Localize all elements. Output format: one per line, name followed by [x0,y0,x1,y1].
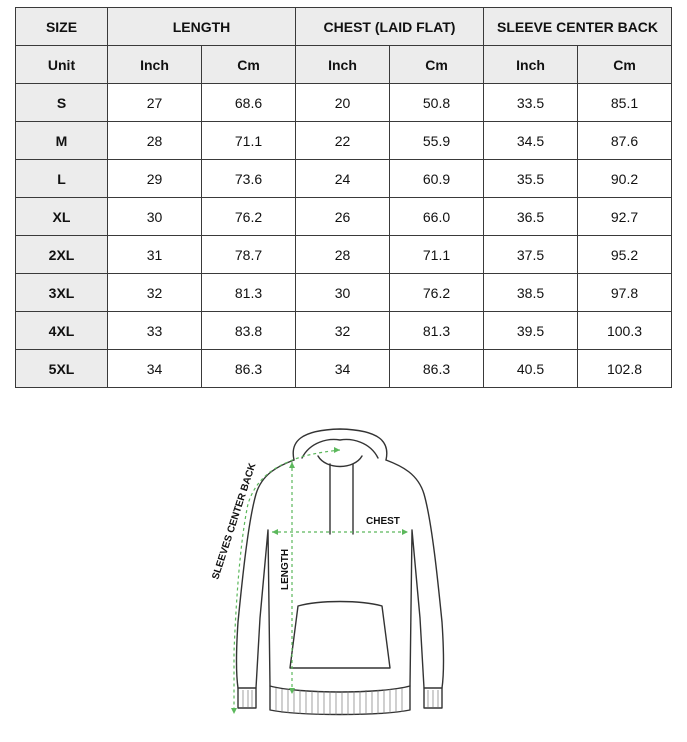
table-cell: 86.3 [202,350,296,388]
table-cell: 60.9 [390,160,484,198]
sleeve-arrow-bottom-icon [231,708,237,714]
table-cell: 90.2 [578,160,672,198]
table-cell: 30 [108,198,202,236]
table-row [16,236,672,274]
size-cell: L [16,160,108,198]
table-cell: 20 [296,84,390,122]
table-row [16,84,672,122]
header-length: LENGTH [108,8,296,46]
header-chest: CHEST (LAID FLAT) [296,8,484,46]
subheader-sleeve-inch: Inch [484,46,578,84]
size-cell: 4XL [16,312,108,350]
hoodie-outline [237,429,444,715]
table-cell: 95.2 [578,236,672,274]
size-cell: XL [16,198,108,236]
size-cell: 5XL [16,350,108,388]
table-row [16,160,672,198]
table-cell: 87.6 [578,122,672,160]
table-cell: 35.5 [484,160,578,198]
front-pocket [290,602,390,669]
table-unit-row [16,46,672,84]
table-cell: 92.7 [578,198,672,236]
sleeve-label: SLEEVES CENTER BACK [210,461,259,581]
table-cell: 55.9 [390,122,484,160]
body-outline [237,460,444,692]
table-cell: 34.5 [484,122,578,160]
table-cell: 22 [296,122,390,160]
table-cell: 29 [108,160,202,198]
measurement-arrowheads [231,447,408,714]
size-cell: 2XL [16,236,108,274]
size-chart-table [15,7,672,388]
hood-inner [302,440,378,458]
table-cell: 100.3 [578,312,672,350]
table-cell: 36.5 [484,198,578,236]
table-cell: 76.2 [390,274,484,312]
subheader-sleeve-cm: Cm [578,46,672,84]
table-cell: 83.8 [202,312,296,350]
table-row [16,350,672,388]
table-cell: 39.5 [484,312,578,350]
size-cell: S [16,84,108,122]
table-cell: 33 [108,312,202,350]
header-size: SIZE [16,8,108,46]
table-cell: 71.1 [202,122,296,160]
table-cell: 86.3 [390,350,484,388]
table-cell: 50.8 [390,84,484,122]
table-cell: 81.3 [202,274,296,312]
chest-arrow-right-icon [402,529,408,535]
subheader-chest-inch: Inch [296,46,390,84]
table-cell: 27 [108,84,202,122]
table-cell: 30 [296,274,390,312]
table-cell: 38.5 [484,274,578,312]
hood-outline [293,429,387,460]
table-cell: 81.3 [390,312,484,350]
table-row [16,312,672,350]
table-header-row [16,8,672,46]
subheader-chest-cm: Cm [390,46,484,84]
chest-arrow-left-icon [272,529,278,535]
neck-opening [318,456,362,467]
length-label: LENGTH [280,548,291,590]
left-cuff [238,688,256,708]
table-row [16,122,672,160]
table-cell: 26 [296,198,390,236]
table-cell: 68.6 [202,84,296,122]
table-cell: 28 [108,122,202,160]
table-cell: 40.5 [484,350,578,388]
hoodie-measurement-diagram [190,412,490,732]
table-cell: 24 [296,160,390,198]
table-cell: 85.1 [578,84,672,122]
table-cell: 34 [296,350,390,388]
subheader-length-cm: Cm [202,46,296,84]
subheader-length-inch: Inch [108,46,202,84]
table-cell: 32 [296,312,390,350]
table-cell: 32 [108,274,202,312]
table-cell: 97.8 [578,274,672,312]
table-cell: 66.0 [390,198,484,236]
table-cell: 31 [108,236,202,274]
table-cell: 34 [108,350,202,388]
sleeve-arrow-top-icon [334,447,340,453]
table-cell: 76.2 [202,198,296,236]
table-cell: 28 [296,236,390,274]
table-cell: 73.6 [202,160,296,198]
header-sleeve: SLEEVE CENTER BACK [484,8,672,46]
chest-label: CHEST [366,516,400,527]
size-cell: 3XL [16,274,108,312]
length-arrow-top-icon [289,462,295,468]
measurement-lines [234,450,408,712]
table-cell: 37.5 [484,236,578,274]
table-row [16,274,672,312]
size-cell: M [16,122,108,160]
table-cell: 71.1 [390,236,484,274]
table-row [16,198,672,236]
table-cell: 102.8 [578,350,672,388]
table-cell: 33.5 [484,84,578,122]
subheader-unit: Unit [16,46,108,84]
table-cell: 78.7 [202,236,296,274]
